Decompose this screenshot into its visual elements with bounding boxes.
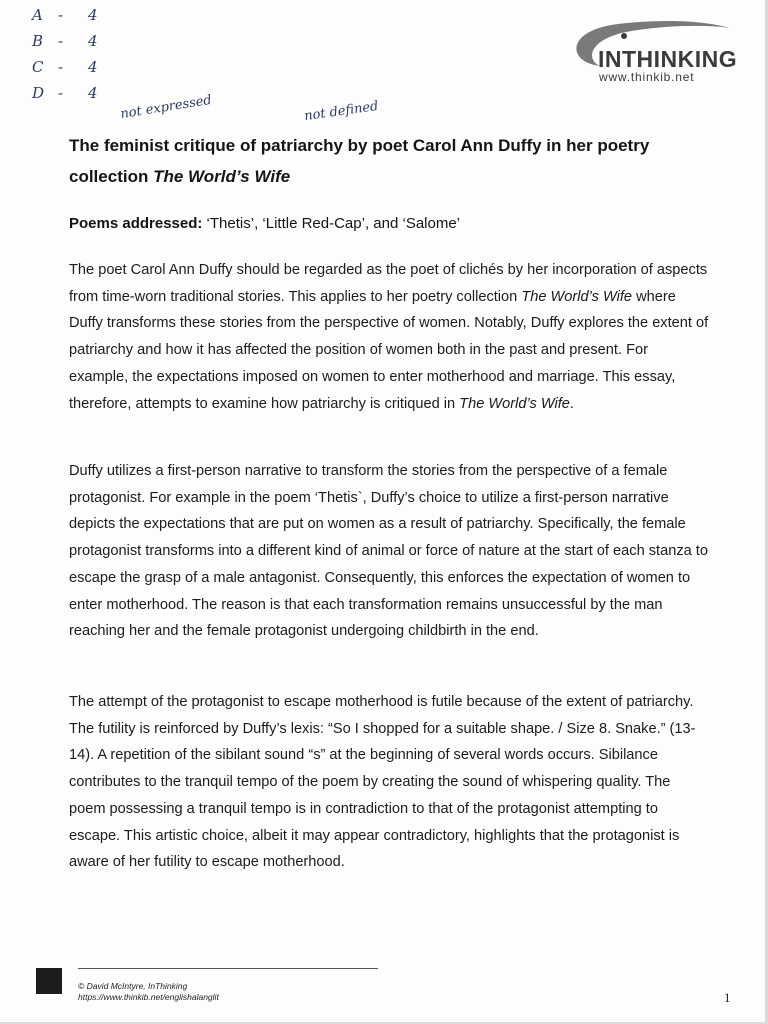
- grade-row: [26, 84, 116, 110]
- grade-dash: -: [58, 58, 64, 76]
- paragraph-text: .: [569, 395, 574, 412]
- inthinking-logo: [562, 16, 742, 86]
- logo-wordmark: INTHINKING: [598, 46, 738, 72]
- grade-row: [26, 6, 116, 32]
- grade-score: 4: [88, 58, 98, 76]
- grade-dash: -: [58, 32, 64, 50]
- paragraph-text: where Duffy transforms these stories from the perspective of women. Notably, Duffy explores the extent of patriarchy and how it has affected the position of women both in the past and present. For example, the expectations imposed on women to enter motherhood and marriage. This essay, therefore, attempts to examine how patriarchy is critiqued in: [69, 288, 709, 412]
- poems-addressed: [69, 212, 709, 236]
- essay-title: [69, 130, 709, 192]
- grade-criterion: C: [32, 58, 44, 76]
- grade-score: 4: [88, 6, 98, 24]
- handwritten-grades: [26, 6, 116, 110]
- grade-score: 4: [88, 32, 98, 50]
- handwritten-note-not-defined: not defined: [303, 98, 380, 125]
- handwritten-note-not-expressed: not expressed: [119, 92, 213, 123]
- title-text: The feminist critique of patriarchy by poet Carol Ann Duffy in her poetry collection: [69, 136, 650, 186]
- grade-criterion: B: [32, 32, 44, 50]
- page-number: 1: [724, 990, 731, 1005]
- footer-divider: [78, 968, 378, 969]
- footer-logo-square: [36, 968, 62, 994]
- grade-dash: -: [58, 84, 64, 102]
- logo-url: www.thinkib.net: [599, 70, 695, 84]
- footer-credit: [78, 981, 219, 1003]
- paragraph-introduction: [69, 257, 709, 417]
- poems-label: Poems addressed:: [69, 215, 203, 232]
- paragraph-futility: The attempt of the protagonist to escape motherhood is futile because of the extent of patriarchy. The futility is reinforced by Duffy’s lexis: “So I shopped for a suitable shape. / Size 8. Snake.” (13-14). A repetition of the sibilant sound “s” at the beginning of several words occurs. Sibilance contributes to the tranquil tempo of the poem by creating the sound of whispering quality. The poem possessing a tranquil tempo is in contradiction to that of the protagonist attempting to escape. This artistic choice, albeit it may appear contradictory, highlights that the protagonist is aware of her futility to escape motherhood.: [69, 694, 696, 871]
- grade-score: 4: [88, 84, 98, 102]
- paragraph-text: The poet Carol Ann Duffy should be regarded as the poet of clichés by her incorporation of aspects from time-worn traditional stories. This applies to her poetry collection: [69, 262, 708, 305]
- footer-url: https://www.thinkib.net/englishalanglit: [78, 992, 219, 1002]
- grade-row: [26, 32, 116, 58]
- grade-dash: -: [58, 6, 64, 24]
- paragraph-narrative: Duffy utilizes a first-person narrative to transform the stories from the perspective of a female protagonist. For example in the poem ‘Thetis`, Duffy’s choice to utilize a first-person narrative depicts the expectations that are put on women as a result of patriarchy. Specifically, the female protagonist transforms into a different kind of animal or force of nature at the start of each stanza to escape the grasp of a male antagonist. Consequently, this enforces the expectation of women to enter motherhood. The reason is that each transformation remains unsuccessful by the man reaching her and the female protagonist undergoing childbirth in the end.: [69, 463, 708, 640]
- footer-copyright: © David McIntyre, InThinking: [78, 981, 188, 991]
- collection-title-italic: The World’s Wife: [459, 395, 570, 412]
- grade-row: [26, 58, 116, 84]
- title-collection-name: The World’s Wife: [153, 167, 291, 186]
- poems-list: ‘Thetis’, ‘Little Red-Cap’, and ‘Salome’: [202, 215, 461, 232]
- grade-criterion: D: [32, 84, 45, 102]
- grade-criterion: A: [32, 6, 43, 24]
- collection-title-italic: The World’s Wife: [521, 288, 633, 305]
